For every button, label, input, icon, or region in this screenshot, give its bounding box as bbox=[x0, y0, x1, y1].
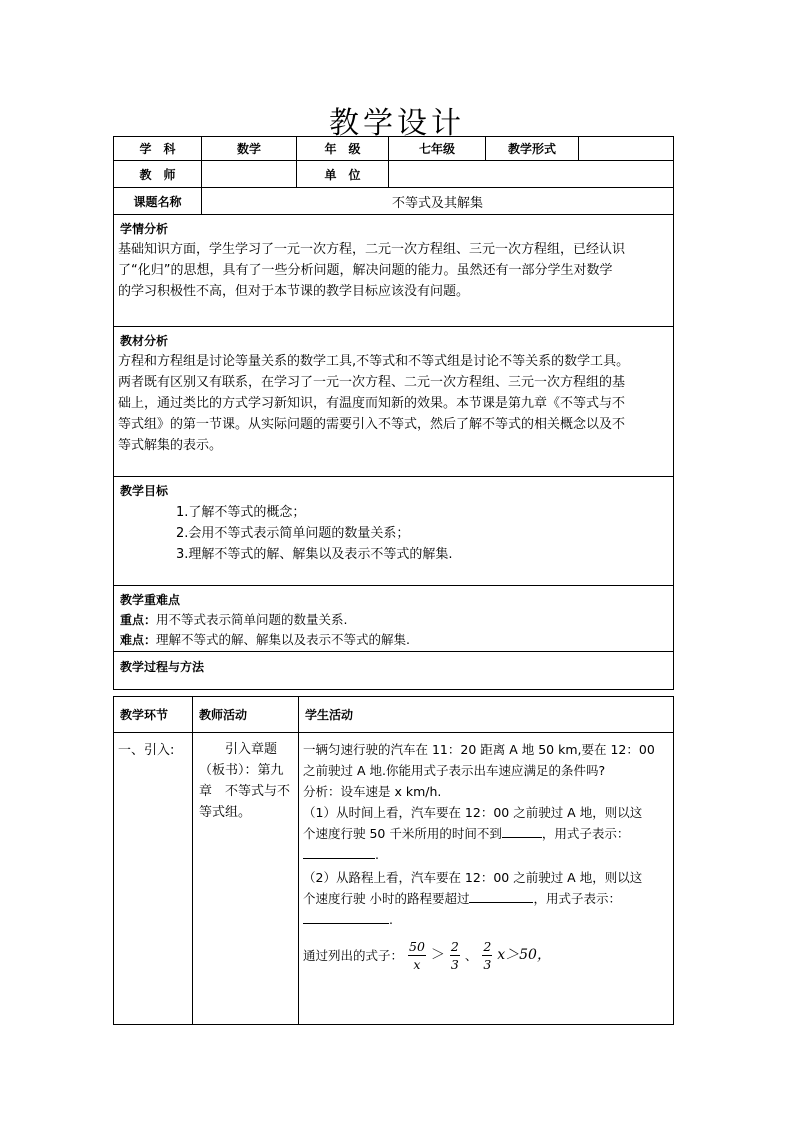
col-teacher-header: 教师活动 bbox=[193, 697, 299, 733]
goal-item: 1.了解不等式的概念； bbox=[176, 505, 306, 520]
student-analysis-line: 的学习积极性不高，但对于本节课的教学目标应该没有问题。 bbox=[118, 284, 470, 299]
col-student-header: 学生活动 bbox=[299, 697, 674, 733]
focus-label: 重点： bbox=[120, 613, 157, 627]
fill-blank bbox=[502, 824, 542, 838]
goal-item: 2.会用不等式表示简单问题的数量关系； bbox=[176, 526, 410, 541]
material-analysis-line: 础上，通过类比的方式学习新知识，有温度而知新的效果。本节课是第九章《不等式与不 bbox=[118, 396, 626, 411]
student-analysis-line: 了“化归”的思想，具有了一些分析问题，解决问题的能力。虽然还有一部分学生对数学 bbox=[118, 263, 613, 278]
problem-line: 之前驶过 A 地.你能用式子表示出车速应满足的条件吗? bbox=[303, 763, 606, 778]
fill-blank bbox=[303, 845, 375, 859]
key-points-section bbox=[114, 586, 674, 652]
student-analysis-section bbox=[114, 215, 674, 327]
teacher-value bbox=[202, 161, 297, 188]
process-table bbox=[113, 696, 674, 1025]
material-analysis-line: 方程和方程组是讨论等量关系的数学工具,不等式和不等式组是讨论不等关系的数学工具。 bbox=[118, 354, 630, 369]
process-section-header bbox=[114, 652, 674, 690]
fraction: $\frac{50}{x}$ bbox=[409, 939, 425, 972]
stage-cell: 一、引入: bbox=[114, 733, 193, 1025]
unit-label: 单 位 bbox=[297, 161, 389, 188]
key-points-heading: 教学重难点 bbox=[120, 593, 181, 607]
material-analysis-line: 两者既有区别又有联系，在学习了一元一次方程、二元一次方程组、三元一次方程组的基 bbox=[118, 375, 626, 390]
fraction: $\frac{2}{3}$ bbox=[450, 939, 459, 972]
teacher-activity-cell: 引入章题（板书）：第九章 不等式与不等式组。 bbox=[193, 733, 299, 1025]
process-heading: 教学过程与方法 bbox=[120, 660, 205, 674]
lesson-plan-table bbox=[113, 136, 674, 690]
grade-value: 七年级 bbox=[389, 137, 486, 161]
topic-label: 课题名称 bbox=[114, 188, 202, 215]
material-analysis-section bbox=[114, 327, 674, 477]
teacher-label: 教 师 bbox=[114, 161, 202, 188]
document-title: 教学设计 bbox=[329, 106, 465, 141]
fill-blank bbox=[303, 910, 389, 924]
part1-line: （1）从时间上看，汽车要在 12：00 之前驶过 A 地，则以这 bbox=[303, 805, 643, 820]
part2-line: （2）从路程上看，汽车要在 12：00 之前驶过 A 地，则以这 bbox=[303, 870, 643, 885]
student-analysis-line: 基础知识方面，学生学习了一元一次方程，二元一次方程组、三元一次方程组，已经认识 bbox=[118, 242, 626, 257]
grade-label: 年 级 bbox=[297, 137, 389, 161]
material-analysis-line: 等式组》的第一节课。从实际问题的需要引入不等式，然后了解不等式的相关概念以及不 bbox=[118, 417, 626, 432]
material-analysis-line: 等式解集的表示。 bbox=[118, 438, 223, 453]
subject-label: 学 科 bbox=[114, 137, 202, 161]
fraction: $\frac{2}{3}$ bbox=[483, 939, 492, 972]
form-value bbox=[579, 137, 674, 161]
difficulty-text: 理解不等式的解、解集以及表示不等式的解集. bbox=[156, 632, 410, 647]
material-analysis-heading: 教材分析 bbox=[120, 334, 169, 348]
subject-value: 数学 bbox=[202, 137, 297, 161]
topic-value: 不等式及其解集 bbox=[202, 188, 674, 215]
part2-line: 个速度行驶 小时的路程要超过 ，用式子表示： bbox=[303, 891, 621, 906]
analysis-line: 分析：设车速是 x km/h. bbox=[303, 784, 442, 799]
fill-blank bbox=[469, 889, 533, 903]
form-label: 教学形式 bbox=[486, 137, 579, 161]
student-activity-cell: 一辆匀速行驶的汽车在 11：20 距离 A 地 50 km,要在 12：00 之前驶过 A 地.你能用式子表示出车速应满足的条件吗? 分析：设车速是 x km/h. （1）从时间上看，汽车要在 12：00 之前驶过 A 地，则以这 个速度行驶 50 千米所用的时间不到 ，用式子表示： . （2）从路程上看，汽车要在 12：00 之前驶过 A 地，则以这 个速度行驶 小时的路程要超过 ，用式子表示： . 通过列出的式子： $\frac{50}{x}$ ＞ $\frac{2}{3}$ 、 $\frac{2}{3}$ x＞50， bbox=[299, 733, 674, 1025]
col-stage-header: 教学环节 bbox=[114, 697, 193, 733]
part1-line: 个速度行驶 50 千米所用的时间不到 ，用式子表示： bbox=[303, 826, 630, 841]
student-analysis-heading: 学情分析 bbox=[120, 222, 169, 236]
difficulty-label: 难点： bbox=[120, 633, 157, 647]
goal-item: 3.理解不等式的解、解集以及表示不等式的解集. bbox=[176, 547, 453, 562]
problem-line: 一辆匀速行驶的汽车在 11：20 距离 A 地 50 km,要在 12：00 bbox=[303, 742, 655, 757]
focus-text: 用不等式表示简单问题的数量关系. bbox=[156, 612, 348, 627]
unit-value bbox=[389, 161, 674, 188]
goals-section bbox=[114, 477, 674, 586]
goals-heading: 教学目标 bbox=[120, 484, 169, 498]
formula-line: 通过列出的式子： $\frac{50}{x}$ ＞ $\frac{2}{3}$ 、 $\frac{2}{3}$ x＞50， bbox=[303, 939, 551, 972]
